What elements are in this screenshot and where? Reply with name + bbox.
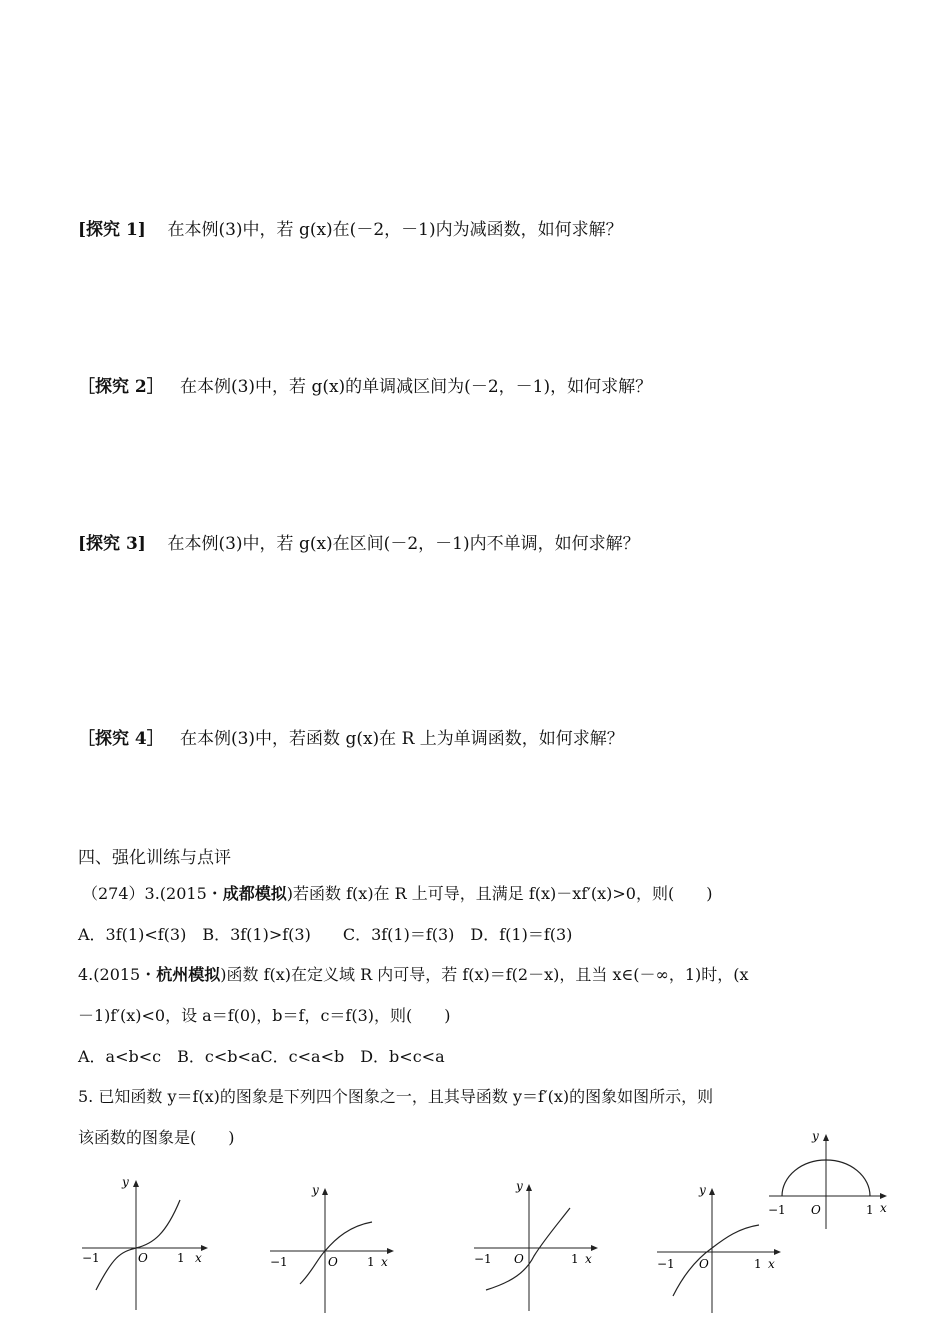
- graph-b-origin: O: [328, 1255, 338, 1269]
- graph-a-x-label: x: [195, 1251, 202, 1265]
- graph-a-origin: O: [138, 1251, 148, 1265]
- graph-derivative-x-label: x: [880, 1201, 887, 1215]
- q4-source: 杭州模拟: [156, 965, 221, 984]
- exploration-1-text: 在本例(3)中，若 g(x)在(－2，－1)内为减函数，如何求解？: [167, 220, 623, 240]
- exploration-3-tag: [探究 3]: [78, 534, 146, 554]
- graph-d-x-label: x: [768, 1257, 775, 1271]
- exploration-1: [78, 215, 623, 240]
- graph-c-neg-one: −1: [474, 1252, 492, 1266]
- graph-a-y-label: y: [122, 1175, 129, 1189]
- graph-a-one: 1: [177, 1251, 185, 1265]
- graph-d-neg-one: −1: [657, 1257, 675, 1271]
- graph-c-x-label: x: [585, 1252, 592, 1266]
- graph-d-origin: O: [699, 1257, 709, 1271]
- graph-d-one: 1: [754, 1257, 762, 1271]
- exploration-3-text: 在本例(3)中，若 g(x)在区间(－2，－1)内不单调，如何求解？: [167, 534, 640, 554]
- graph-b-neg-one: −1: [270, 1255, 288, 1269]
- exploration-4-text: 在本例(3)中，若函数 g(x)在 R 上为单调函数，如何求解？: [179, 729, 624, 749]
- graph-c-y-label: y: [516, 1179, 523, 1193]
- q5-stem-line1: 5. 已知函数 y＝f(x)的图象是下列四个图象之一，且其导函数 y＝f′(x)的图象如图所示，则: [78, 1087, 714, 1106]
- section-title: 四、强化训练与点评: [78, 848, 231, 868]
- graph-derivative-neg-one: −1: [768, 1203, 786, 1217]
- graph-option-a: [78, 1172, 213, 1312]
- graph-option-c: [472, 1176, 607, 1313]
- q4-stem-line1: [78, 962, 749, 985]
- q4-stem-line2: －1)f′(x)<0，设 a＝f(0)，b＝f，c＝f(3)，则( ): [78, 1006, 451, 1025]
- q3-options: A．3f(1)<f(3) B．3f(1)>f(3) C．3f(1)＝f(3) D．f(1)＝f(3): [78, 925, 573, 944]
- graph-b-one: 1: [367, 1255, 375, 1269]
- q5-stem-line2: 该函数的图象是( ): [78, 1128, 235, 1147]
- exploration-2: [78, 372, 652, 397]
- q3-stem: [82, 881, 712, 904]
- graph-a-neg-one: −1: [82, 1251, 100, 1265]
- q4-options: A．a<b<c B．c<b<aC．c<a<b D．b<c<a: [78, 1047, 445, 1066]
- graph-d-y-label: y: [699, 1183, 706, 1197]
- graph-derivative-y-label: y: [812, 1129, 819, 1143]
- q4-stem-b: )函数 f(x)在定义域 R 内可导，若 f(x)＝f(2－x)，且当 x∈(－∞，1)时，(x: [220, 965, 749, 984]
- graph-derivative-origin: O: [811, 1203, 821, 1217]
- graph-derivative-one: 1: [866, 1203, 874, 1217]
- graph-derivative: [765, 1126, 895, 1231]
- q4-stem-a: 4.(2015・: [78, 965, 157, 984]
- exploration-1-tag: [探究 1]: [78, 220, 146, 240]
- exploration-2-tag: ［探究 2］: [78, 377, 164, 397]
- graph-c-one: 1: [571, 1252, 579, 1266]
- graph-option-b: [268, 1180, 403, 1315]
- exploration-4: [78, 724, 624, 749]
- graph-b-y-label: y: [312, 1183, 319, 1197]
- graph-b-x-label: x: [381, 1255, 388, 1269]
- q3-stem-b: )若函数 f(x)在 R 上可导，且满足 f(x)－xf′(x)>0，则( ): [286, 884, 713, 903]
- graph-c-origin: O: [514, 1252, 524, 1266]
- exploration-4-tag: ［探究 4］: [78, 729, 164, 749]
- q3-stem-a: （274）3.(2015・: [82, 884, 223, 903]
- exploration-3: [78, 529, 640, 554]
- exploration-2-text: 在本例(3)中，若 g(x)的单调减区间为(－2，－1)，如何求解？: [179, 377, 653, 397]
- q3-source: 成都模拟: [222, 884, 287, 903]
